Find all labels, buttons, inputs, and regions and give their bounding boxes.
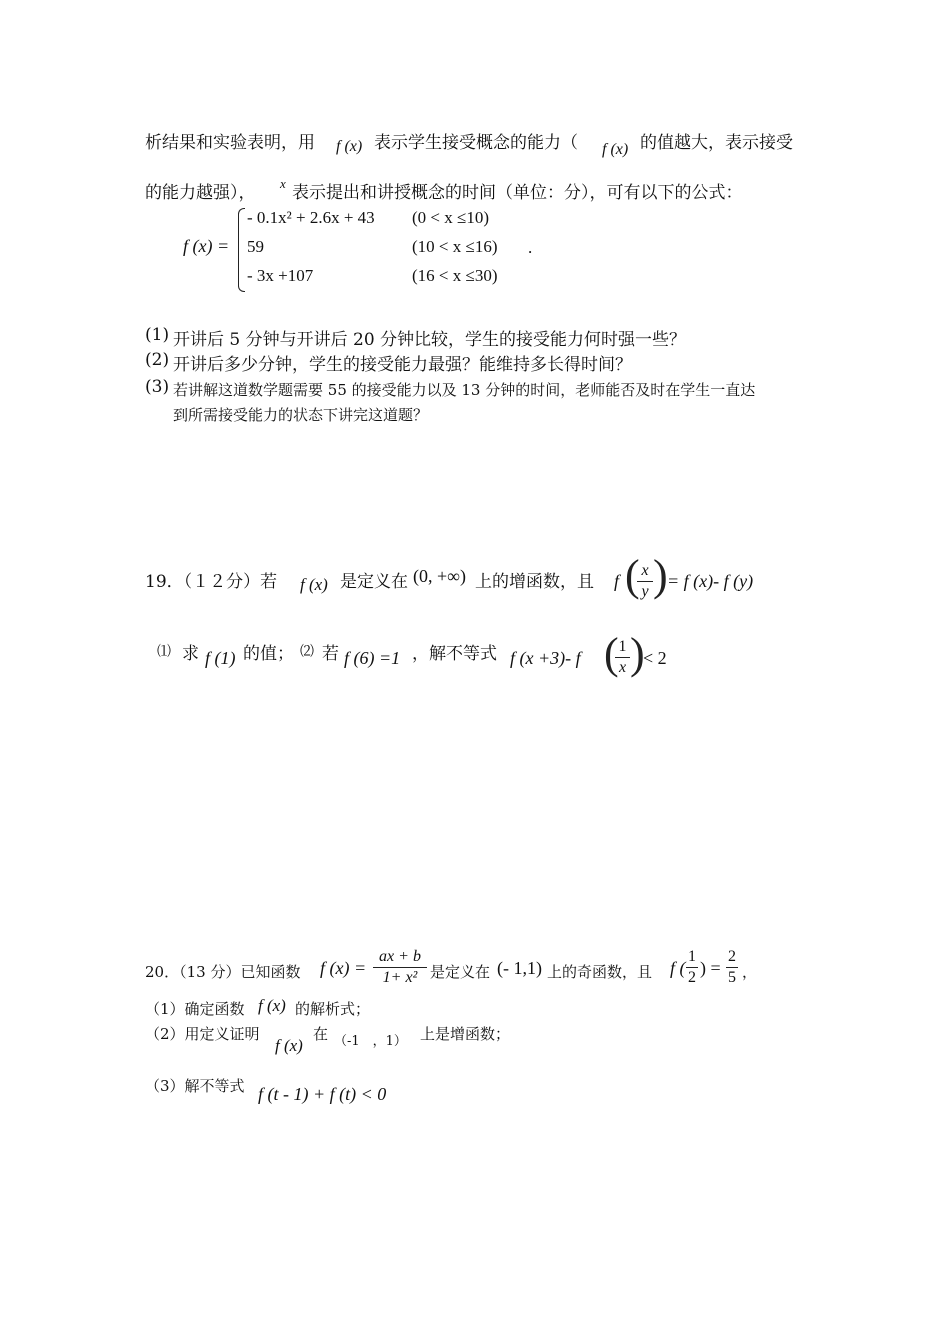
q19-sub1-text: 求	[182, 644, 199, 664]
q19-ineq-num: 1	[618, 638, 627, 655]
q19-sub1-end: 的值；	[243, 644, 294, 664]
q20-sub2: （2）用定义证明	[145, 1025, 260, 1043]
q20-sub3: （3）解不等式	[145, 1077, 245, 1095]
piecewise-row-2-expr: 59	[247, 237, 264, 256]
q20-heading: 20．（13 分）已知函数	[145, 963, 301, 981]
piecewise-row-3-cond: (16 < x ≤30)	[412, 266, 498, 285]
q19-mid: 是定义在	[340, 572, 408, 592]
q18-item-3-num: (3)	[145, 377, 170, 397]
q19-heading: 19．（１２分）若	[145, 572, 278, 592]
q20-eq: ) =	[700, 958, 721, 978]
q20-interval: (- 1,1)	[497, 958, 542, 978]
piecewise-period: .	[528, 238, 533, 257]
q19-paren-left: (	[625, 551, 640, 600]
q19-ineq-paren-right: )	[630, 629, 645, 678]
q18-item-3-text: 若讲解这道数学题需要 55 的接受能力以及 13 分钟的时间，老师能否及时在学生一直达	[173, 381, 756, 399]
q19-ineq-fraction	[615, 638, 630, 677]
q19-ineq-lhs: f (x +3)- f	[510, 648, 581, 668]
q19-fx: f (x)	[300, 575, 328, 594]
q20-mid: 是定义在	[430, 963, 491, 981]
q20-sub1-end: 的解析式；	[295, 1000, 371, 1018]
piecewise-row-3-expr: - 3x +107	[247, 266, 314, 285]
x-variable: x	[280, 176, 286, 191]
q20-sub1-fx: f (x)	[258, 996, 286, 1015]
fraction-bar	[726, 967, 738, 968]
q20-sub2-text: 在	[313, 1025, 329, 1043]
q20-sub1: （1）确定函数	[145, 1000, 245, 1018]
q20-half-num: 1	[688, 948, 696, 965]
fx-symbol: f (x)	[336, 138, 363, 155]
intro-text-4: 的能力越强），	[145, 183, 256, 203]
q20-val-den: 5	[728, 969, 736, 986]
intro-text-2: 表示学生接受概念的能力（	[374, 133, 578, 153]
q19-interval: (0, +∞)	[413, 566, 466, 586]
piecewise-row-1-cond: (0 < x ≤10)	[412, 208, 489, 227]
q19-sub2-end: ，解不等式	[412, 644, 497, 664]
intro-text-3: 的值越大，表示接受	[640, 133, 793, 153]
q19-f: f	[614, 571, 620, 591]
q19-fraction	[637, 562, 653, 601]
q19-ineq-paren-left: (	[604, 629, 619, 678]
q18-item-1-num: (1)	[145, 325, 170, 345]
q20-sub3-ineq: f (t - 1) + f (t) < 0	[258, 1084, 387, 1104]
q20-half-den: 2	[688, 969, 696, 986]
q20-half	[686, 948, 698, 987]
piecewise-lhs: f (x) =	[183, 236, 230, 256]
q19-f1: f (1)	[205, 648, 236, 668]
q20-fhalf: f (	[670, 958, 686, 978]
q19-sub2-num: ⑵	[300, 644, 314, 660]
q20-val-num: 2	[728, 948, 736, 965]
q19-paren-right: )	[653, 551, 668, 600]
fraction-bar	[373, 967, 427, 968]
q19-sub2-text: 若	[322, 644, 339, 664]
q18-item-2-text: 开讲后多少分钟，学生的接受能力最强？能维持多长得时间？	[173, 355, 632, 375]
q18-item-3-cont: 到所需接受能力的状态下讲完这道题？	[173, 406, 429, 424]
piecewise-brace	[238, 208, 245, 292]
intro-text-1: 析结果和实验表明，用	[145, 133, 315, 153]
q19-frac-num: x	[641, 562, 649, 579]
q19-frac-den: y	[641, 583, 649, 600]
fraction-bar	[637, 581, 653, 582]
q20-mid2: 上的奇函数，且	[547, 963, 653, 981]
piecewise-row-1-expr: - 0.1x² + 2.6x + 43	[247, 208, 375, 227]
q20-sub2-interval: （-1 ，1）	[334, 1034, 407, 1049]
q19-sub1-num: ⑴	[157, 644, 171, 660]
intro-text-5: 表示提出和讲授概念的时间（单位：分），可有以下的公式：	[292, 183, 743, 203]
fraction-bar	[686, 967, 698, 968]
q20-den: 1+ x²	[382, 969, 418, 986]
fx-symbol-2: f (x)	[602, 141, 629, 158]
piecewise-row-2-cond: (10 < x ≤16)	[412, 237, 498, 256]
q19-mid2: 上的增函数，且	[475, 572, 594, 592]
q19-ineq-rhs: < 2	[643, 648, 667, 668]
q20-sub2-end: 上是增函数；	[420, 1025, 511, 1043]
q18-item-2-num: (2)	[145, 350, 170, 370]
q20-fx-eq: f (x) =	[320, 958, 367, 978]
q19-rhs: = f (x)- f (y)	[667, 571, 754, 591]
q20-end: ，	[742, 963, 758, 981]
q20-sub2-fx: f (x)	[275, 1036, 303, 1055]
q19-ineq-den: x	[618, 659, 627, 676]
q20-num: ax + b	[379, 948, 421, 965]
fraction-bar	[615, 657, 630, 658]
q19-f6: f (6) =1	[344, 648, 401, 668]
q18-item-1-text: 开讲后 5 分钟与开讲后 20 分钟比较，学生的接受能力何时强一些？	[173, 330, 687, 350]
q20-fraction	[373, 948, 427, 987]
q20-value	[726, 948, 738, 987]
